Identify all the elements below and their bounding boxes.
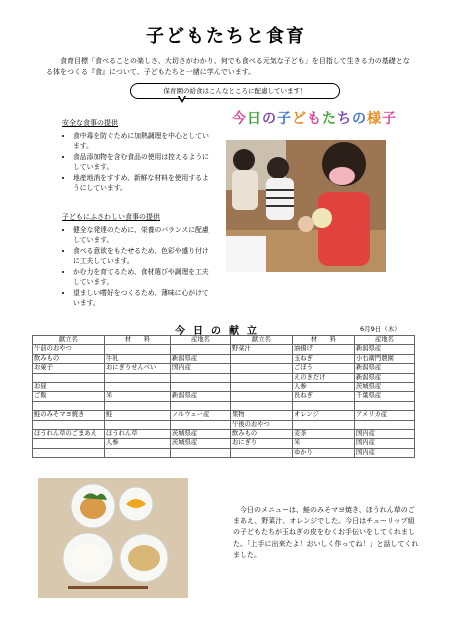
table-cell (33, 373, 105, 382)
table-row (33, 383, 415, 392)
table-row (33, 345, 415, 354)
table-cell: 新潟県産 (171, 354, 231, 363)
table-cell (105, 448, 171, 457)
table-cell (293, 420, 355, 429)
table-cell: えのきだけ (293, 373, 355, 382)
table-cell: 新潟県産 (355, 364, 415, 373)
table-cell: 午前のおやつ (33, 345, 105, 354)
photo-title-char: 今 (232, 111, 247, 127)
table-cell (231, 373, 293, 382)
table-cell (171, 345, 231, 354)
table-cell (231, 448, 293, 457)
table-cell: 人参 (105, 439, 171, 448)
table-cell (293, 401, 355, 410)
table-row (33, 430, 415, 439)
table-cell (355, 420, 415, 429)
table-cell (105, 373, 171, 382)
list-item: • 健全な発達のために、栄養のバランスに配慮しています。 (73, 225, 212, 246)
table-cell (105, 420, 171, 429)
table-cell: おにぎりせんべい (105, 364, 171, 373)
table-cell: 国内産 (355, 448, 415, 457)
table-cell: 国内産 (355, 430, 415, 439)
table-cell: 米 (105, 392, 171, 401)
table-cell: 麦茶 (293, 430, 355, 439)
table-cell (171, 448, 231, 457)
table-cell: お昼 (33, 383, 105, 392)
table-cell: 国内産 (171, 364, 231, 373)
table-cell: 長ねぎ (293, 392, 355, 401)
column-header: 献立名 (231, 336, 293, 345)
photo-title-char: ち (337, 111, 352, 127)
table-cell: 茨城県産 (171, 439, 231, 448)
bubble-tail-fill (179, 95, 185, 100)
table-cell (33, 420, 105, 429)
table-cell (171, 383, 231, 392)
table-cell: 人参 (293, 383, 355, 392)
list-item: • 食べる意欲をもたせるため、色彩や盛り付けに工夫しています。 (73, 246, 212, 267)
list-item: • 望ましい嗜好をつくるため、薄味に心がけています。 (73, 288, 212, 309)
intro-text (46, 56, 416, 78)
table-cell: 小右衛門農園 (355, 354, 415, 363)
table-cell: おにぎり (231, 439, 293, 448)
table-cell (231, 392, 293, 401)
child-meal-section (62, 212, 212, 309)
table-row (33, 448, 415, 457)
safe-meal-section (62, 118, 212, 194)
table-cell: 千葉県産 (355, 392, 415, 401)
table-cell (171, 373, 231, 382)
table-row (33, 354, 415, 363)
column-header: 材 料 (105, 336, 171, 345)
table-cell (231, 364, 293, 373)
menu-comment-text: 今日のメニューは、鮭のみそマヨ焼き、ほうれん草のごまあえ、野菜汁、オレンジでした。今日はチューリップ組の子どもたちが玉ねぎの皮をむくお手伝いをしてくれました。「上手に出来たよ！おいしく作ってね！」と話してくれました。 (233, 506, 419, 559)
table-cell: ほうれん草 (105, 430, 171, 439)
table-row (33, 392, 415, 401)
table-cell (105, 345, 171, 354)
table-header-row (33, 336, 415, 345)
table-cell (33, 439, 105, 448)
list-item: • 食品添加物を含む食品の使用は控えるようにしています。 (73, 152, 212, 173)
safe-meal-heading: 安全な食事の提供 (62, 119, 118, 127)
photo-title-char: の (262, 111, 277, 127)
table-cell (231, 401, 293, 410)
column-header: 献立名 (33, 336, 105, 345)
table-cell: 牛乳 (105, 354, 171, 363)
table-cell (231, 354, 293, 363)
list-item: • 食中毒を防ぐために加熱調理を中心としています。 (73, 131, 212, 152)
list-item: • かむ力を育てるため、食材選びや調理を工夫しています。 (73, 267, 212, 288)
child-meal-list (62, 225, 212, 309)
table-cell: ご飯 (33, 392, 105, 401)
photo-title (232, 108, 397, 128)
table-cell: ごぼう (293, 364, 355, 373)
table-cell: 新潟県産 (355, 373, 415, 382)
table-cell (33, 401, 105, 410)
table-cell: 鮭のみそマヨ焼き (33, 411, 105, 420)
menu-table (32, 335, 415, 458)
photo-title-char: ど (292, 111, 307, 127)
lunch-photo (38, 478, 188, 598)
column-header: 産地名 (171, 336, 231, 345)
table-cell (33, 448, 105, 457)
table-row (33, 401, 415, 410)
table-cell: 新潟県産 (171, 392, 231, 401)
table-cell: 米 (293, 439, 355, 448)
table-cell: 飲みもの (33, 354, 105, 363)
table-cell: 茨城県産 (355, 383, 415, 392)
child-meal-heading: 子どもにふさわしい食事の提供 (62, 213, 160, 221)
speech-bubble: 保育園の給食はこんなところに配慮しています！ (130, 83, 340, 99)
table-row (33, 439, 415, 448)
table-cell: 新潟県産 (355, 345, 415, 354)
table-cell: ゆかり (293, 448, 355, 457)
table-cell (355, 401, 415, 410)
table-cell: ほうれん草のごまあえ (33, 430, 105, 439)
table-cell: ノルウェー産 (171, 411, 231, 420)
menu-comment (233, 505, 419, 561)
table-cell: 果物 (231, 411, 293, 420)
page-title: 子どもたちと食育 (146, 26, 306, 47)
photo-title-char: 子 (277, 111, 292, 127)
table-row (33, 411, 415, 420)
list-item: • 地産地消をすすめ、新鮮な材料を使用するようにしています。 (73, 173, 212, 194)
table-cell: アメリカ産 (355, 411, 415, 420)
table-cell: お菓子 (33, 364, 105, 373)
table-row (33, 420, 415, 429)
children-photo-illustration (226, 140, 386, 272)
table-cell (171, 401, 231, 410)
table-cell: 玉ねぎ (293, 354, 355, 363)
table-row (33, 373, 415, 382)
photo-title-char: 様 (367, 111, 382, 127)
safe-meal-list (62, 131, 212, 194)
intro-paragraph: 食育目標「食べることの楽しさ、大切さがわかり、何でも食べる元気な子ども」を目指して生きる力の基礎となる体をつくる『食』について、子どもたちと一緒に学んでいます。 (46, 57, 410, 76)
children-photo (226, 140, 386, 272)
table-cell: 野菜汁 (231, 345, 293, 354)
photo-title-char: 日 (247, 111, 262, 127)
table-cell (105, 401, 171, 410)
column-header: 産地名 (355, 336, 415, 345)
photo-title-char: の (352, 111, 367, 127)
table-cell: 飲みもの (231, 430, 293, 439)
menu-date: 6月9日（木） (360, 325, 401, 333)
table-cell (105, 383, 171, 392)
photo-title-char: た (322, 111, 337, 127)
table-cell (171, 420, 231, 429)
table-cell: 鮭 (105, 411, 171, 420)
table-row (33, 364, 415, 373)
menu-heading: 今日の献立 (175, 326, 265, 337)
table-cell: 国内産 (355, 439, 415, 448)
table-cell (231, 383, 293, 392)
table-cell: 午後のおやつ (231, 420, 293, 429)
column-header: 材 料 (293, 336, 355, 345)
photo-title-char: も (307, 111, 322, 127)
table-cell: 油揚げ (293, 345, 355, 354)
lunch-photo-illustration (38, 478, 188, 598)
table-cell: 茨城県産 (171, 430, 231, 439)
table-cell: オレンジ (293, 411, 355, 420)
photo-title-char: 子 (382, 111, 397, 127)
